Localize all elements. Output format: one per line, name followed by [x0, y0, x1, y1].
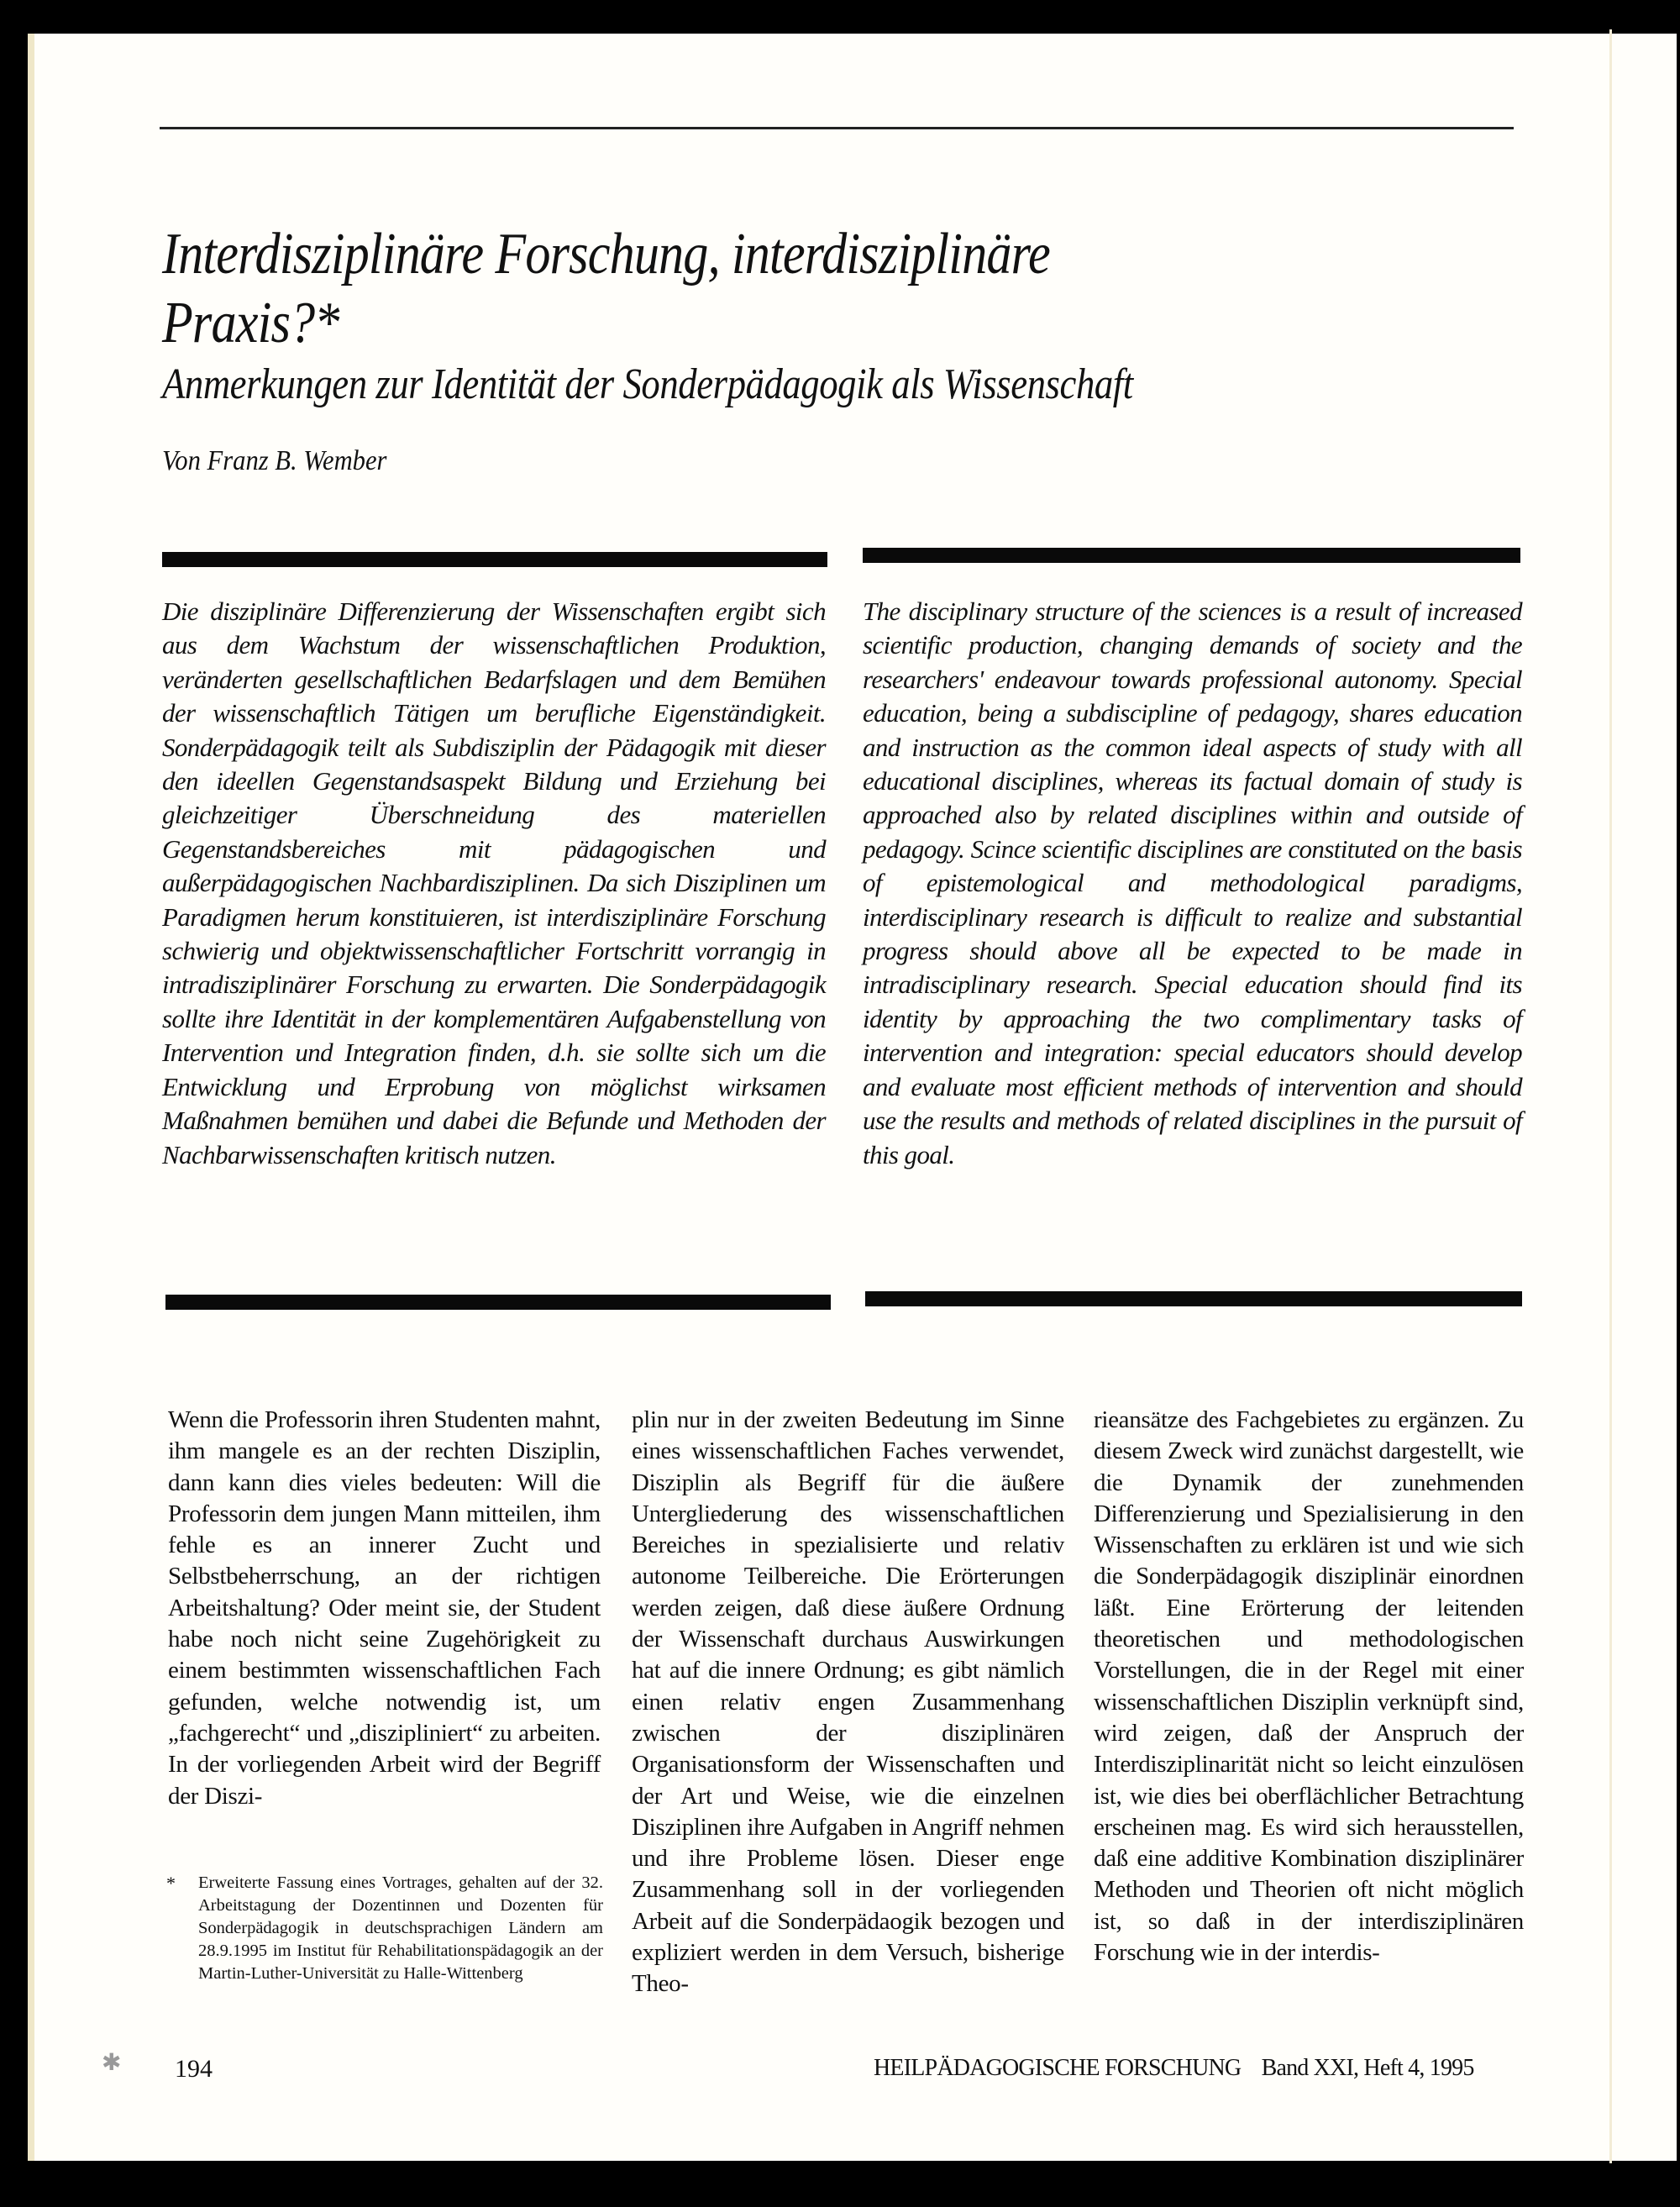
footnote-mark: * — [166, 1873, 176, 1894]
abstract-english-text: The disciplinary structure of the sciences is a result of increased scientific production, changing demands of society and the researchers' endeavour towards professional autonomy. Special education, being a subdiscipline of pedagogy, shares education and instruction as the common ideal aspects of study with all educational disciplines, whereas its factual domain of study is approached also by related disciplines within and outside of pedagogy. Scince scientific disciplines are constituted on the basis of epistemological and methodological paradigms, interdisciplinary research is difficult to realize and substantial progress should above all be expected to be made in intradisciplinary research. Special education should find its identity by approaching the two complimentary tasks of intervention and integration: special educators should develop and evaluate most efficient methods of intervention and should use the results and methods of related disciplines in the pursuit of this goal. — [863, 596, 1522, 1169]
abstract-rule-bottom-left — [165, 1295, 831, 1310]
abstract-rule-top-left — [162, 552, 827, 567]
body-column-1-text: Wenn die Professorin ihren Studenten mahnt, ihm mangele es an der rechten Disziplin, dann kann dies vieles bedeuten: Will die Professorin dem jungen Mann mitteilen, ihm fehle es an innerer Zucht und Selbstbeherrschung, an der richtigen Arbeitshaltung? Oder meint sie, der Student habe noch nicht seine Zugehörigkeit zu einem bestimmten wissenschaftlichen Fach gefunden, welche notwendig ist, um „fachgerecht“ und „diszipliniert“ zu arbeiten. In der vorliegenden Arbeit wird der Begriff der Diszi- — [168, 1406, 601, 1810]
body-column-2-text: plin nur in der zweiten Bedeutung im Sinne eines wissenschaftlichen Faches verwendet, Disziplin als Begriff für die äußere Untergliederung des wissenschaftlichen Bereiches in spezialisierte und relativ autonome Teilbereiche. Die Erörterungen werden zeigen, daß diese äußere Ordnung der Wissenschaft durchaus Auswirkungen hat auf die innere Ordnung; es gibt nämlich einen relativ engen Zusammenhang zwischen der disziplinären Organisationsform der Wissenschaften und der Art und Weise, wie die einzelnen Disziplinen ihre Aufgaben in Angriff nehmen und ihre Probleme lösen. Dieser enge Zusammenhang soll in der vorliegenden Arbeit auf die Sonderpädaogik bezogen und expliziert werden in dem Versuch, bisherige Theo- — [632, 1406, 1064, 1998]
abstract-german — [162, 595, 826, 1172]
title-line-2: Praxis?* — [162, 291, 339, 355]
abstract-rule-bottom-right — [865, 1291, 1522, 1306]
footnote-text: Erweiterte Fassung eines Vortrages, gehalten auf der 32. Arbeitstagung der Dozentinnen und Dozenten für Sonderpädagogik in deutschsprachigen Ländern am 28.9.1995 im Institut für Rehabilitationspädagogik an der Martin-Luther-Universität zu Halle-Wittenberg — [198, 1873, 603, 1983]
footnote — [166, 1872, 603, 1985]
page-number: 194 — [175, 2055, 213, 2083]
abstract-rule-top-right — [863, 548, 1520, 563]
body-column-1 — [168, 1405, 601, 1812]
page-crease — [1609, 29, 1612, 2163]
abstract-english — [863, 595, 1522, 1172]
abstract-german-text: Die disziplinäre Differenzierung der Wissenschaften ergibt sich aus dem Wachstum der wissenschaftlichen Produktion, veränderten gesellschaftlichen Bedarfslagen und dem Bemühen der wissenschaftlich Tätigen um berufliche Eigenständigkeit. Sonderpädagogik teilt als Subdisziplin der Pädagogik mit dieser den ideellen Gegenstandsaspekt Bildung und Erziehung bei gleichzeitiger Überschneidung des materiellen Gegenstandsbereiches mit pädagogischen und außerpädagogischen Nachbardisziplinen. Da sich Disziplinen um Paradigmen herum konstituieren, ist interdisziplinäre Forschung schwierig und objektwissenschaftlicher Fortschritt vorrangig in intradisziplinärer Forschung zu erwarten. Die Sonderpädagogik sollte ihre Identität in der komplementären Aufgabenstellung von Intervention und Integration finden, d.h. sie sollte sich um die Entwicklung und Erprobung von möglichst wirksamen Maßnahmen bemühen und dabei die Befunde und Methoden der Nachbarwissenschaften kritisch nutzen. — [162, 596, 826, 1169]
author-byline: Von Franz B. Wember — [162, 445, 387, 476]
header-rule — [160, 127, 1514, 129]
journal-name: HEILPÄDAGOGISCHE FORSCHUNG — [874, 2055, 1242, 2081]
ink-smudge-icon: ✱ — [102, 2050, 122, 2076]
article-subtitle: Anmerkungen zur Identität der Sonderpädagogik als Wissenschaft — [162, 360, 1133, 408]
body-column-2 — [632, 1405, 1064, 2000]
issue-info: Band XXI, Heft 4, 1995 — [1261, 2055, 1474, 2081]
body-column-3-text: rieansätze des Fachgebietes zu ergänzen. Zu diesem Zweck wird zunächst dargestellt, wie die Dynamik der zunehmenden Differenzierung und Spezialisierung in den Wissenschaften zu erklären ist und wie sich die Sonderpädagogik disziplinär einordnen läßt. Eine Erörterung der leitenden theoretischen und methodologischen Vorstellungen, die in der Regel mit einer wissenschaftlichen Disziplin verknüpft sind, wird zeigen, daß der Anspruch der Interdisziplinarität nicht so leicht einzulösen ist, wie dies bei oberflächlicher Betrachtung erscheinen mag. Es wird sich herausstellen, daß eine additive Kombination disziplinärer Methoden und Theorien oft nicht möglich ist, so daß in der interdisziplinären Forschung wie in der interdis- — [1094, 1406, 1524, 1967]
article-title — [162, 220, 1506, 358]
running-footer — [874, 2055, 1474, 2082]
title-line-1: Interdisziplinäre Forschung, interdisziplinäre — [162, 222, 1050, 286]
body-column-3 — [1094, 1405, 1524, 1968]
